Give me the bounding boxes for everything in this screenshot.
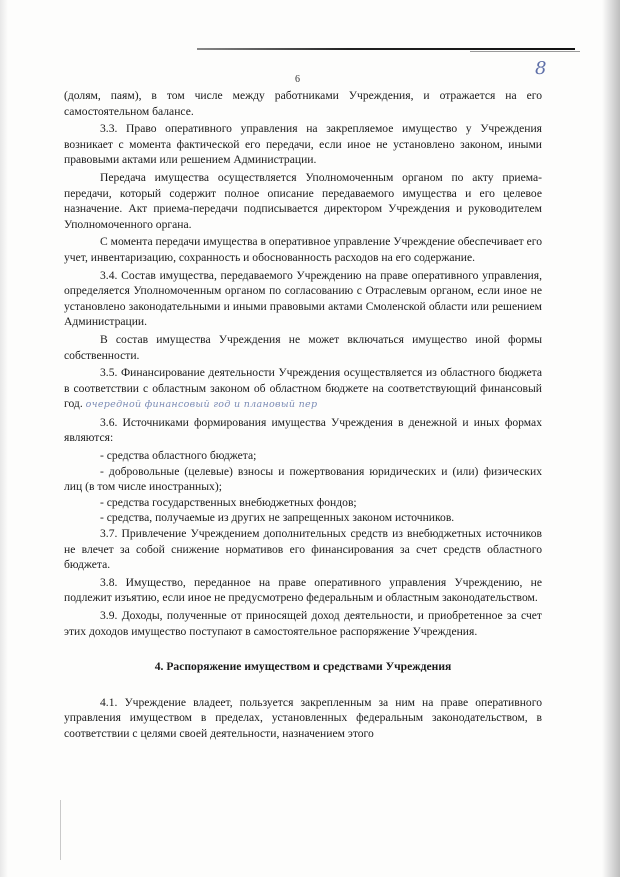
handwritten-note: очередной финансовый год и плановый пер	[85, 399, 318, 411]
scan-artifact	[60, 800, 61, 860]
page-number: 6	[295, 74, 300, 85]
paragraph-3-4: 3.4. Состав имущества, передаваемого Учреждению на праве оперативного управления, определяется Уполномоченным органом по согласованию с Отраслевым органом, если иное не установлено законодательными и иными правовыми актами Смоленской области или решением Администрации.	[64, 268, 542, 329]
list-item: - средства государственных внебюджетных фондов;	[100, 495, 357, 509]
list-item: - средства областного бюджета;	[100, 449, 257, 463]
paragraph: В состав имущества Учреждения не может включаться имущество иной формы собственности.	[64, 332, 542, 362]
header-rule-shadow	[470, 51, 580, 52]
paragraph-3-5	[64, 365, 542, 413]
paragraph-text: 3.5. Финансирование деятельности Учреждения осуществляется из областного бюджета в соответствии с областным законом об областном бюджете на соответствующий финансовый год.	[64, 366, 542, 411]
scan-edge-right	[602, 0, 620, 877]
paragraph-3-8: 3.8. Имущество, переданное на праве оперативного управления Учреждению, не подлежит изъятию, если иное не предусмотрено федеральным и областным законодательством.	[64, 575, 542, 605]
paragraph-4-1: 4.1. Учреждение владеет, пользуется закрепленным за ним на праве оперативного управления имуществом в пределах, установленных федеральным законодательством, в соответствии с целями своей деятельности, назначением этого	[64, 695, 542, 740]
header-rule	[197, 48, 575, 50]
handwritten-page-mark: 8	[535, 58, 547, 79]
list-item: - средства, получаемые из других не запрещенных законом источников.	[100, 511, 455, 525]
list-item: - добровольные (целевые) взносы и пожертвования юридических и (или) физических лиц (в том числе иностранных);	[64, 464, 542, 494]
paragraph-3-9: 3.9. Доходы, полученные от приносящей доход деятельности, и приобретенное за счет этих доходов имущество поступают в самостоятельное распоряжение Учреждения.	[64, 609, 542, 638]
document-body	[64, 88, 542, 744]
paragraph: Передача имущества осуществляется Уполномоченным органом по акту приема-передачи, который содержит полное описание передаваемого имущества и его целевое назначение. Акт приема-передачи подписывается директором Учреждения и руководителем Уполномоченного органа.	[64, 170, 542, 231]
paragraph-3-7: 3.7. Привлечение Учреждением дополнительных средств из внебюджетных источников не влечет за собой снижение нормативов его финансирования за счет средств областного бюджета.	[64, 527, 542, 572]
section-title: 4. Распоряжение имуществом и средствами Учреждения	[154, 660, 452, 674]
paragraph: С момента передачи имущества в оперативное управление Учреждение обеспечивает его учет, инвентаризацию, сохранность и обоснованность расходов на его содержание.	[64, 235, 542, 264]
paragraph-3-6: 3.6. Источниками формирования имущества Учреждения в денежной и иных формах являются:	[64, 415, 542, 445]
paragraph-3-3: 3.3. Право оперативного управления на закрепляемое имущество у Учреждения возникает с момента фактической его передачи, если иное не установлено законом, иными правовыми актами или решением Администрации.	[64, 122, 542, 167]
paragraph: (долям, паям), в том числе между работниками Учреждения, и отражается на его самостоятельном балансе.	[64, 89, 542, 118]
scan-edge-left	[0, 0, 8, 877]
